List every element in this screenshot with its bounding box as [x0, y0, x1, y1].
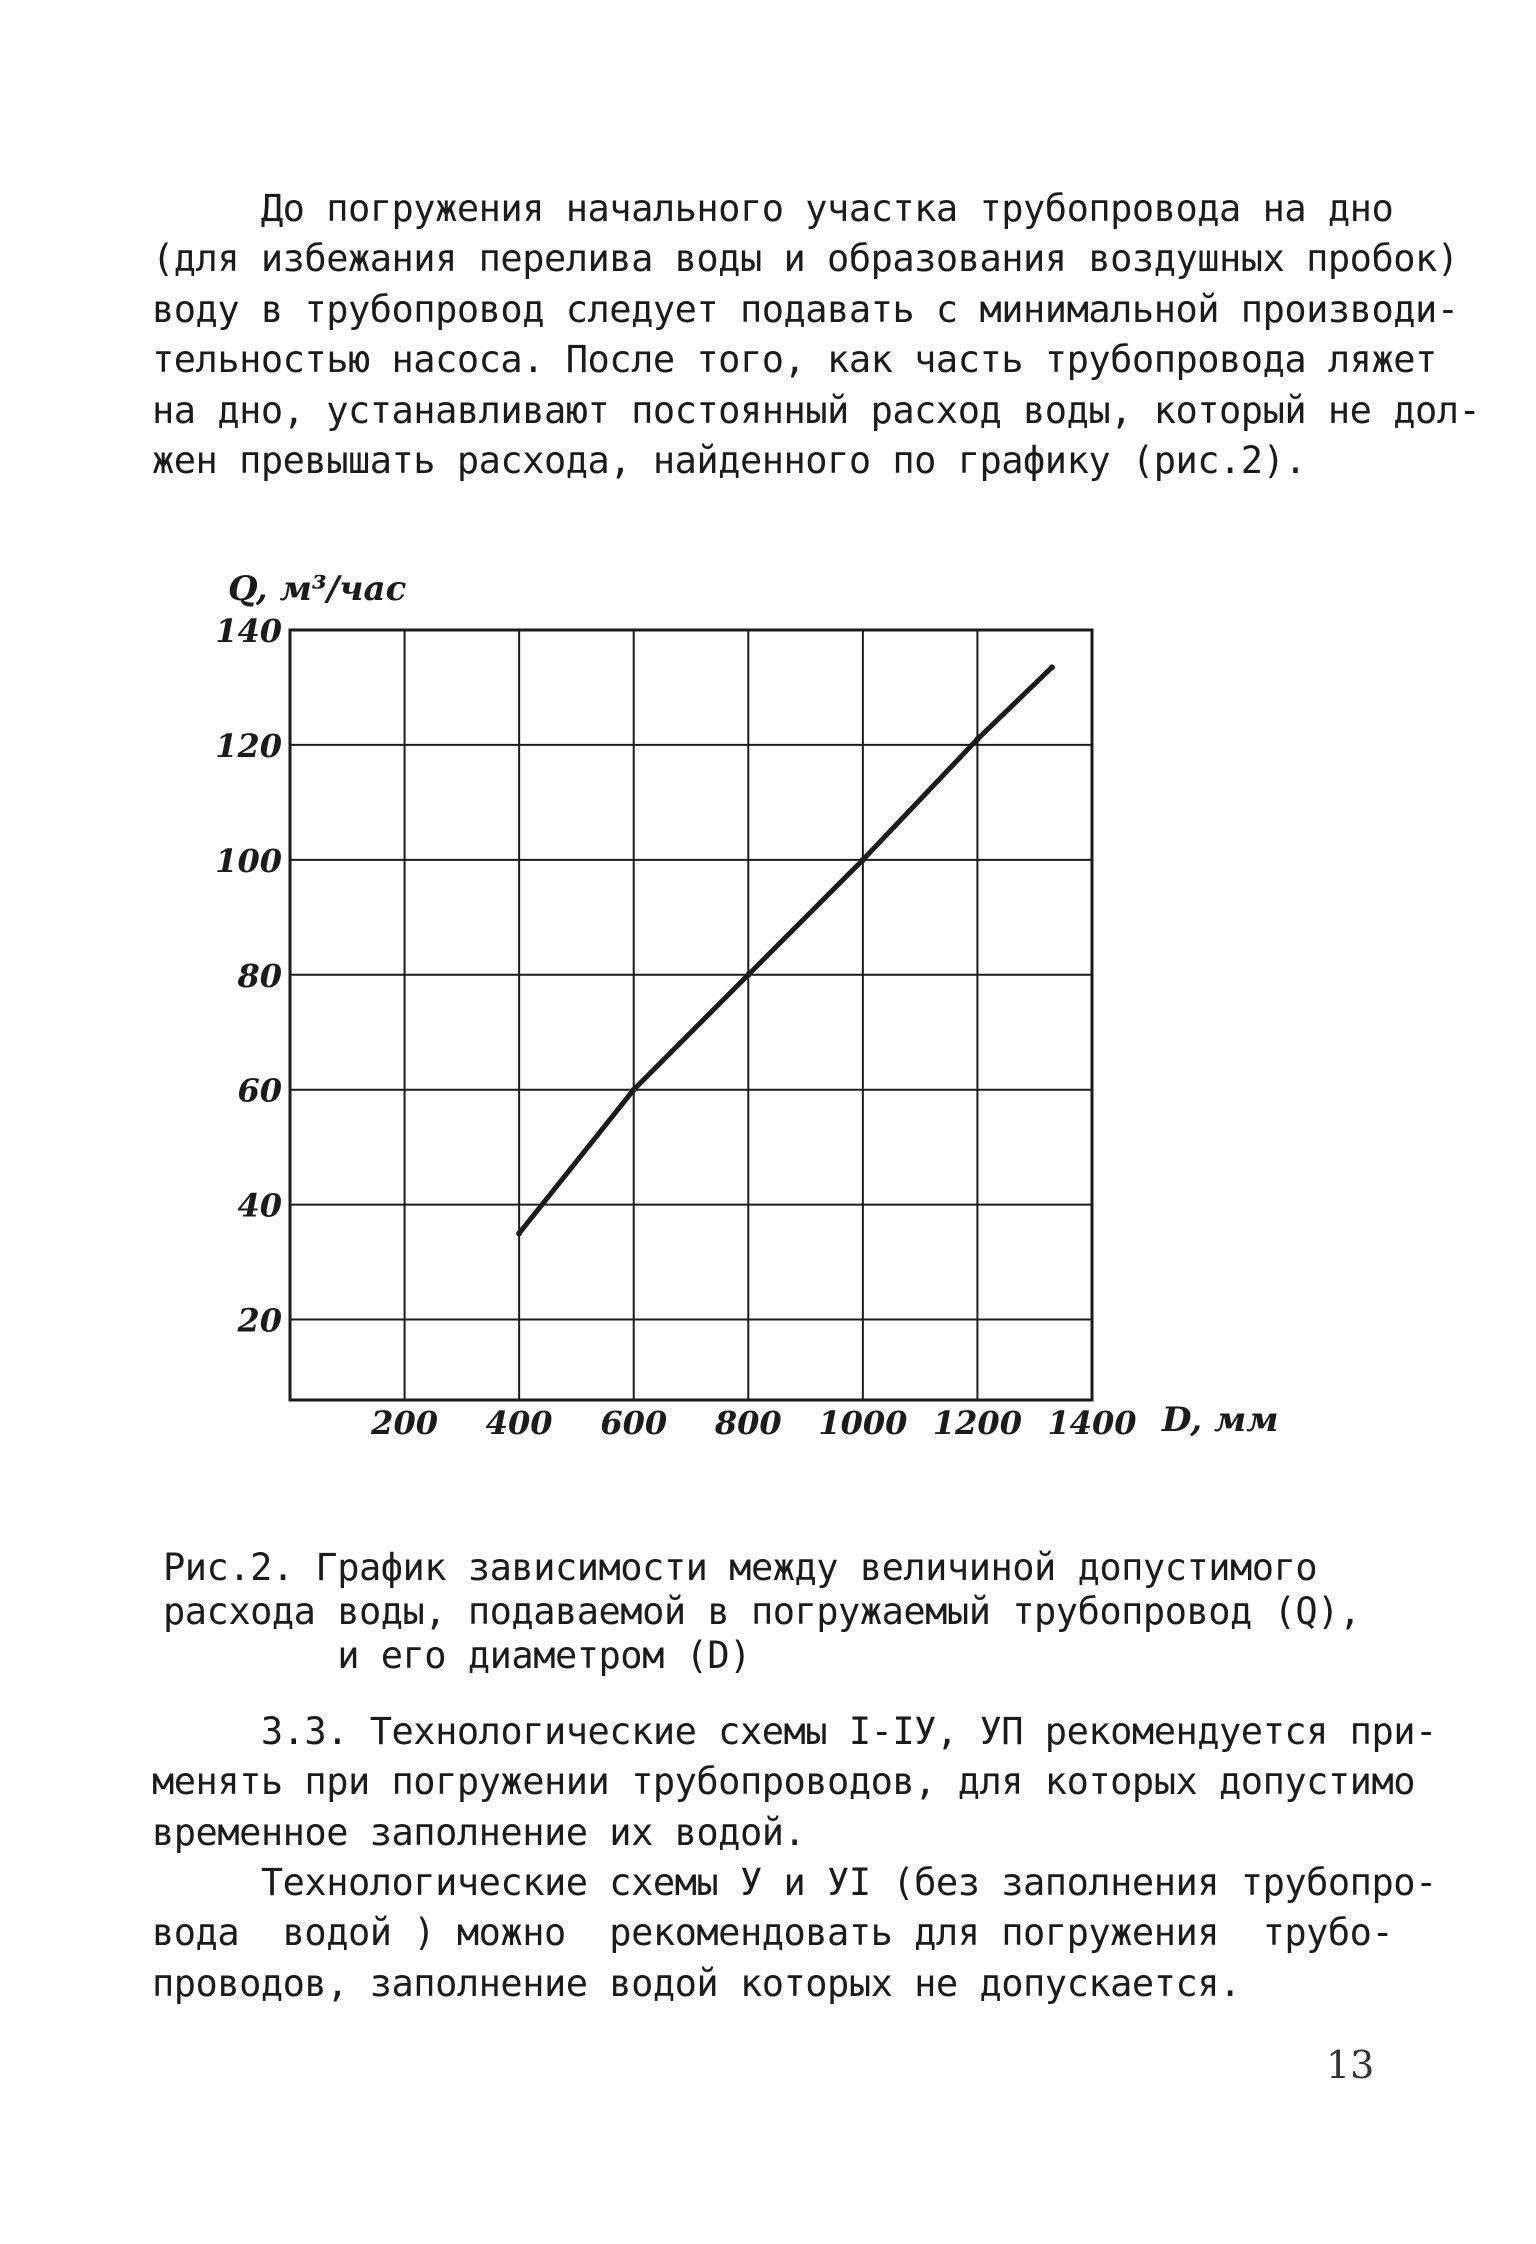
paragraph-schemes: [152, 1807, 1437, 2009]
caption-line: и его диаметром (D): [163, 1634, 751, 1677]
text-line: тельностью насоса. После того, как часть трубопровода ляжет: [152, 338, 1437, 381]
text-line: временное заполнение их водой.: [152, 1810, 806, 1854]
x-tick-label: 1400: [1047, 1404, 1137, 1442]
data-point: [1049, 664, 1055, 670]
chart-ticks: [215, 612, 1136, 1442]
page-number: 13: [1326, 2043, 1375, 2087]
data-point: [516, 1230, 522, 1236]
series-line: [519, 667, 1052, 1233]
text-line: вода водой ) можно рекомендовать для погружения трубо-: [152, 1911, 1394, 1954]
x-tick-label: 800: [714, 1404, 782, 1442]
y-tick-label: 60: [237, 1071, 282, 1110]
y-tick-label: 140: [215, 612, 282, 650]
text-line: проводов, заполнение водой которых не допускается.: [152, 1961, 1241, 2005]
y-tick-label: 100: [215, 841, 282, 880]
caption-line: Рис.2. График зависимости между величиной допустимого: [163, 1546, 1318, 1589]
x-tick-label: 1000: [818, 1404, 908, 1442]
x-tick-label: 600: [600, 1404, 668, 1442]
text-line: воду в трубопровод следует подавать с минимальной производи-: [152, 287, 1459, 331]
y-tick-label: 120: [215, 726, 282, 765]
y-tick-label: 20: [237, 1301, 282, 1340]
text-line: менять при погружении трубопроводов, для которых допустимо: [152, 1760, 1416, 1803]
y-tick-label: 40: [237, 1186, 282, 1225]
text-line: Технологические схемы У и УI (без заполнения трубопро-: [152, 1860, 1437, 1904]
data-point: [974, 736, 980, 742]
caption-line: расхода воды, подаваемой в погружаемый трубопровод (Q),: [163, 1590, 1361, 1633]
text-line: 3.3. Технологические схемы I-IУ, УП рекомендуется при-: [152, 1709, 1437, 1753]
x-axis-title: D, мм: [1162, 1400, 1279, 1440]
text-line: До погружения начального участка трубопровода на дно: [152, 186, 1394, 230]
y-tick-label: 80: [237, 956, 282, 995]
text-line: на дно, устанавливают постоянный расход воды, который не дол-: [152, 388, 1481, 432]
y-axis-title: Q, м³/час: [228, 569, 407, 609]
data-point: [631, 1087, 637, 1093]
x-tick-label: 1200: [932, 1404, 1022, 1442]
figure-caption: [163, 1502, 1361, 1678]
data-point: [860, 857, 866, 863]
text-line: жен превышать расхода, найденного по графику (рис.2).: [152, 439, 1307, 482]
x-tick-label: 400: [485, 1404, 553, 1442]
data-point: [745, 972, 751, 978]
x-tick-label: 200: [371, 1404, 438, 1442]
chart-series: [516, 664, 1055, 1236]
text-line: (для избежания перелива воды и образования воздушных пробок): [152, 237, 1459, 280]
